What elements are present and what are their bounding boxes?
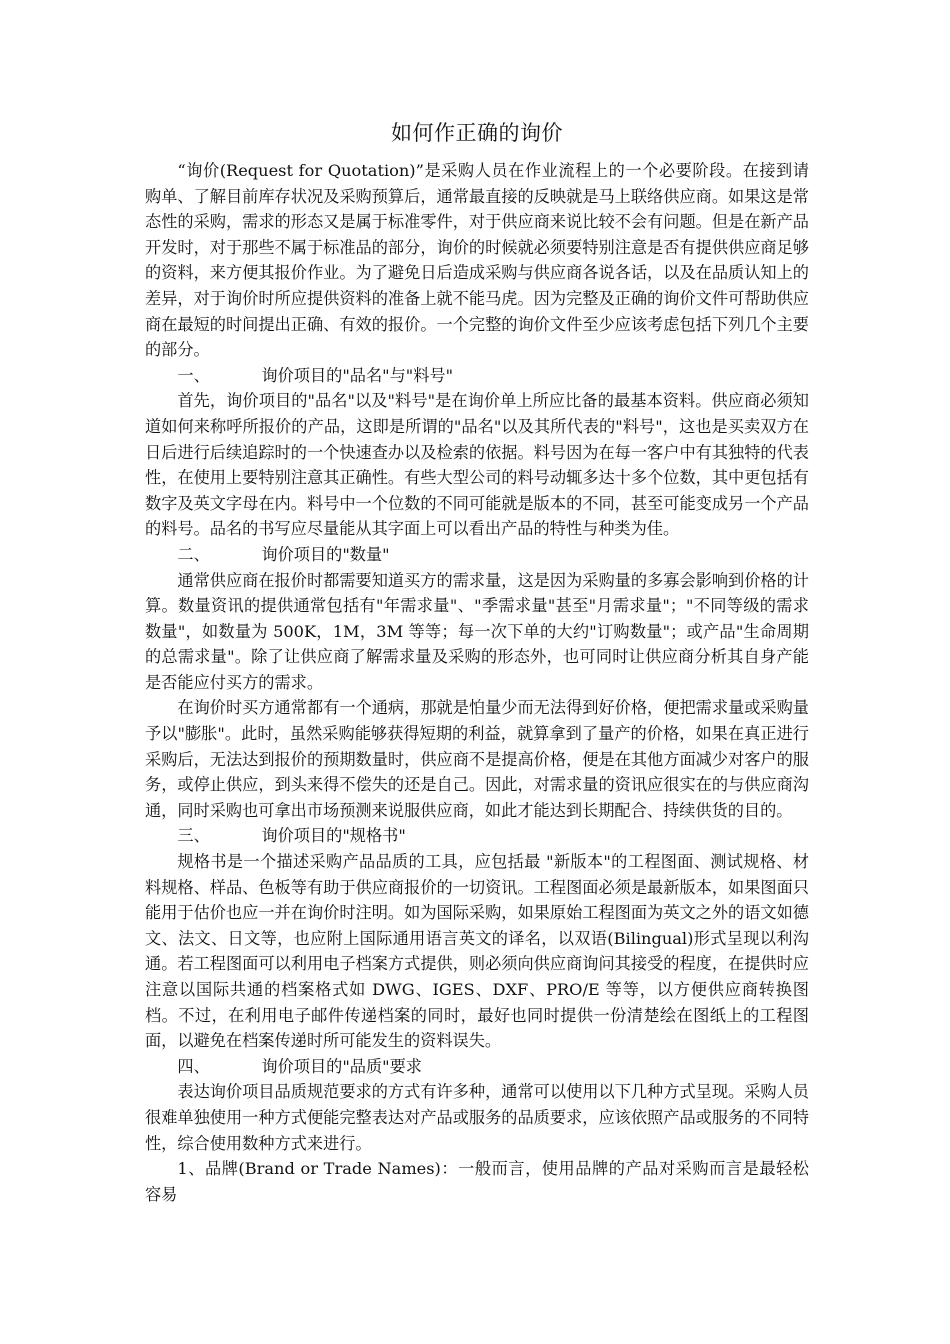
section-paragraph: 通常供应商在报价时都需要知道买方的需求量，这是因为采购量的多寡会影响到价格的计算。数量资讯的提供通常包括有"年需求量"、"季需求量"甚至"月需求量"；"不同等级的需求数量"，如数量为 500K，1M，3M 等等；每一次下单的大约"订购数量"；或产品"生命周期的总需求量"。除了让供应商了解需求量及采购的形态外，也可同时让供应商分析其自身产能是否能应付买方的需求。 [145, 570, 809, 692]
section-title: 询价项目的"品名"与"料号" [261, 365, 454, 385]
section-heading [145, 1054, 809, 1080]
section-heading [145, 363, 809, 389]
section-title: 询价项目的"品质"要求 [261, 1056, 422, 1076]
section-2 [145, 542, 809, 824]
section-3 [145, 823, 809, 1053]
section-number: 一、 [177, 365, 210, 385]
section-number: 三、 [177, 826, 210, 846]
document-page [145, 118, 809, 1207]
section-number: 四、 [177, 1056, 210, 1076]
section-paragraph: 在询价时买方通常都有一个通病，那就是怕量少而无法得到好价格，便把需求量或采购量予以"膨胀"。此时，虽然采购能够获得短期的利益，就算拿到了量产的价格，如果在真正进行采购后，无法达到报价的预期数量时，供应商不是提高价格，便是在其他方面减少对客户的服务，或停止供应，到头来得不偿失的还是自己。因此，对需求量的资讯应很实在的与供应商沟通，同时采购也可拿出市场预测来说服供应商，如此才能达到长期配合、持续供货的目的。 [145, 698, 809, 820]
section-heading [145, 542, 809, 568]
section-paragraph: 首先，询价项目的"品名"以及"料号"是在询价单上所应比备的最基本资料。供应商必须知道如何来称呼所报价的产品，这即是所谓的"品名"以及其所代表的"料号"，这也是买卖双方在日后进行后续追踪时的一个快速查办以及检索的依据。料号因为在每一客户中有其独特的代表性，在使用上要特别注意其正确性。有些大型公司的料号动辄多达十多个位数，其中更包括有数字及英文字母在内。料号中一个位数的不同可能就是版本的不同，甚至可能变成另一个产品的料号。品名的书写应尽量能从其字面上可以看出产品的特性与种类为佳。 [145, 391, 809, 539]
section-title: 询价项目的"规格书" [261, 826, 406, 846]
section-1 [145, 363, 809, 542]
section-4 [145, 1054, 809, 1208]
section-title: 询价项目的"数量" [261, 544, 390, 564]
section-paragraph: 1、品牌(Brand or Trade Names)：一般而言，使用品牌的产品对采购而言是最轻松容易 [145, 1159, 809, 1204]
section-paragraph: 规格书是一个描述采购产品品质的工具，应包括最 "新版本"的工程图面、测试规格、材料规格、样品、色板等有助于供应商报价的一切资讯。工程图面必须是最新版本，如果图面只能用于估价也应一并在询价时注明。如为国际采购，如果原始工程图面为英文之外的语文如德文、法文、日文等，也应附上国际通用语言英文的译名，以双语(Bilingual)形式呈现以利沟通。若工程图面可以利用电子档案方式提供，则必须向供应商询问其接受的程度，在提供时应注意以国际共通的档案格式如 DWG、IGES、DXF、PRO/E 等等，以方便供应商转换图档。不过，在利用电子邮件传递档案的同时，最好也同时提供一份清楚绘在图纸上的工程图面，以避免在档案传递时所可能发生的资料误失。 [145, 852, 809, 1051]
document-title: 如何作正确的询价 [391, 121, 563, 145]
section-paragraph: 表达询价项目品质规范要求的方式有许多种，通常可以使用以下几种方式呈现。采购人员很难单独使用一种方式便能完整表达对产品或服务的品质要求，应该依照产品或服务的不同特性，综合使用数种方式来进行。 [145, 1082, 809, 1153]
section-heading [145, 823, 809, 849]
section-number: 二、 [177, 544, 210, 564]
intro-paragraph: “询价(Request for Quotation)”是采购人员在作业流程上的一个必要阶段。在接到请购单、了解目前库存状况及采购预算后，通常最直接的反映就是马上联络供应商。如果这是常态性的采购，需求的形态又是属于标准零件，对于供应商来说比较不会有问题。但是在新产品开发时，对于那些不属于标准品的部分，询价的时候就必须要特别注意是否有提供供应商足够的资料，来方便其报价作业。为了避免日后造成采购与供应商各说各话，以及在品质认知上的差异，对于询价时所应提供资料的准备上就不能马虎。因为完整及正确的询价文件可帮助供应商在最短的时间提出正确、有效的报价。一个完整的询价文件至少应该考虑包括下列几个主要的部分。 [145, 161, 809, 360]
